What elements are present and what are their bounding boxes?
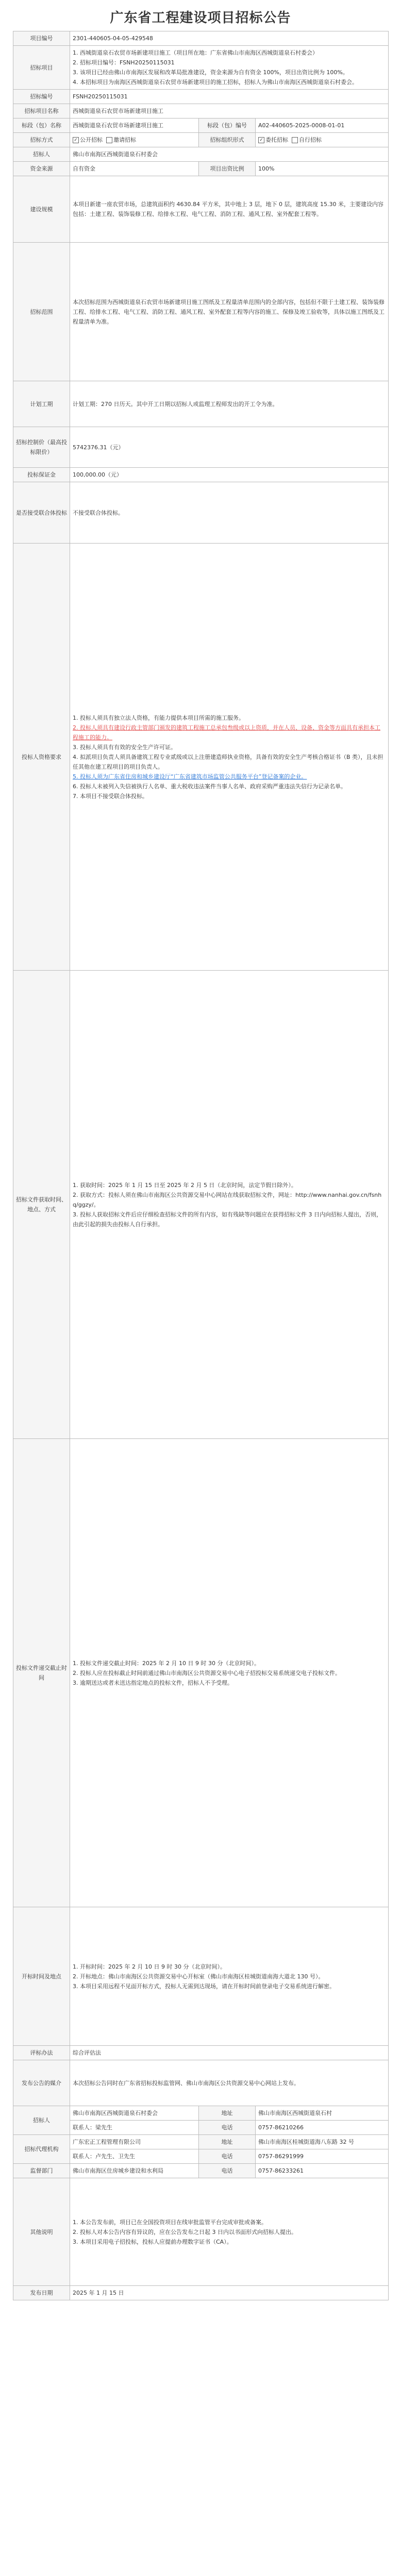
checked-box-icon: ✓	[258, 137, 264, 143]
doc-get-item: 2. 获取方式：投标人须在佛山市南海区公共资源交易中心网站在线获取招标文件，网址：http://www.nanhai.gov.cn/fsnhq/ggzy/。	[73, 1191, 382, 1208]
owner-value: 佛山市南海区西城街道泉石村委会	[70, 147, 389, 162]
section-name-value: 西城街道泉石农贸市场新建项目施工	[70, 118, 199, 133]
tender-type-option: 委托招标	[265, 137, 288, 143]
open-item: 2. 开标地点：佛山市南海区公共资源交易中心开标室（佛山市南海区桂城街道南海大道北 130 号）。	[73, 1973, 324, 1980]
contact-owner-addr: 佛山市南海区西城街道泉石村	[256, 2106, 389, 2121]
section-name-label: 标段（包）名称	[13, 118, 70, 133]
ann-no-label: 招标编号	[13, 90, 70, 104]
media-label: 发布公告的媒介	[13, 2060, 70, 2106]
person-value: 卢先生、卫先生	[95, 2153, 135, 2160]
supervise-label: 监督部门	[13, 2164, 70, 2178]
doc-get-value	[70, 971, 389, 1439]
supervise-tel: 0757-86233261	[256, 2164, 389, 2178]
bid-req-item: 3. 逾期送达或者未送达指定地点的投标文件，招标人不予受理。	[73, 1679, 233, 1686]
bid-name-value: 西城街道泉石农贸市场新建项目施工	[70, 104, 389, 118]
funds-value: 自有资金	[70, 162, 199, 176]
doc-get-item: 3. 投标人获取招标文件后应仔细检查招标文件的所有内容，如有残缺等问题应在获得招标文件 3 日内向招标人提出，否则，由此引起的损失由投标人自行承担。	[73, 1211, 382, 1228]
tender-type-option: 自行招标	[299, 137, 322, 143]
bid-method-value	[70, 133, 199, 147]
bid-req-item: 1. 投标文件递交截止时间：2025 年 2 月 10 日 9 时 30 分（北京时间）。	[73, 1659, 260, 1667]
bid-method-option: 公开招标	[80, 137, 103, 143]
bid-req-value	[70, 1439, 389, 1907]
person-value: 梁先生	[95, 2124, 112, 2131]
qualification-label: 投标人资格要求	[13, 544, 70, 971]
qualification-item: 1. 投标人须具有独立法人资格，有能力提供本项目所需的施工服务。	[73, 714, 244, 721]
issue-date-value: 2025 年 1 月 15 日	[70, 2286, 389, 2300]
bid-method-option: 邀请招标	[113, 137, 136, 143]
project-name-line: 1. 西城街道泉石农贸市场新建项目施工（项目所在地：广东省佛山市南海区西城街道泉石村委会）	[73, 49, 318, 56]
guarantee-value: 100,000.00（元）	[70, 468, 389, 482]
scope-label: 招标范围	[13, 243, 70, 381]
open-label: 开标时间及地点	[13, 1907, 70, 2046]
eval-label: 评标办法	[13, 2046, 70, 2060]
checked-box-icon: ✓	[73, 137, 79, 143]
project-name-line: 2. 招标项目编号：FSNH20250115031	[73, 59, 175, 66]
qualification-item: 6. 投标人未被列入失信被执行人名单、重大税收违法案件当事人名单、政府采购严重违法失信行为记录名单。	[73, 783, 346, 790]
bid-req-item: 2. 投标人应在投标截止时间前通过佛山市南海区公共资源交易中心电子招投标交易系统递交电子投标文件。	[73, 1669, 341, 1676]
contact-owner-person: 联系人：梁先生	[70, 2121, 199, 2135]
funds-ratio-value: 100%	[256, 162, 389, 176]
person-label: 联系人	[73, 2153, 90, 2160]
media-value: 本次招标公告同时在广东省招标投标监管网、佛山市南海区公共资源交易中心网站上发布。	[70, 2060, 389, 2106]
funds-label: 资金来源	[13, 162, 70, 176]
owner-label: 招标人	[13, 147, 70, 162]
other-label: 其他说明	[13, 2178, 70, 2286]
qualification-item: 7. 本项目不接受联合体投标。	[73, 792, 148, 800]
supervise-name: 佛山市南海区住房城乡建设和水利局	[70, 2164, 199, 2178]
project-name-label: 招标项目	[13, 46, 70, 90]
project-code-label: 项目编号	[13, 31, 70, 46]
doc-get-item: 1. 获取时间：2025 年 1 月 15 日至 2025 年 2 月 5 日（北京时间，法定节假日除外）。	[73, 1181, 297, 1189]
other-item: 1. 本公告发布前，项目已在全国投资项目在线审批监管平台完成审批或备案。	[73, 2218, 267, 2226]
other-item: 2. 投标人对本公告内容有异议的，应在公告发布之日起 3 日内以书面形式向招标人提出。	[73, 2228, 297, 2235]
other-value	[70, 2178, 389, 2286]
project-name-line: 4. 本招标项目为南海区西城街道泉石农贸市场新建项目的施工招标，招标人为佛山市南海区西城街道泉石村委会。	[73, 79, 358, 86]
unchecked-box-icon	[292, 137, 298, 143]
contact-owner-addr-label: 地址	[199, 2106, 256, 2121]
doc-get-label: 招标文件获取时间、地点、方式	[13, 971, 70, 1439]
qualification-item: 3. 投标人须具有有效的安全生产许可证。	[73, 743, 176, 751]
contact-agent-addr: 佛山市南海区桂城街道海八东路 32 号	[256, 2135, 389, 2149]
eval-value: 综合评估法	[70, 2046, 389, 2060]
section-code-label: 标段（包）编号	[199, 118, 256, 133]
qualification-item[interactable]: 5. 投标人须为广东省住房和城乡建设厅“广东省建筑市场监管公共服务平台”登记备案的企业。	[73, 773, 307, 780]
funds-ratio-label: 项目出资比例	[199, 162, 256, 176]
project-code-value: 2301-440605-04-05-429548	[70, 31, 389, 46]
open-item: 1. 开标时间：2025 年 2 月 10 日 9 时 30 分（北京时间）。	[73, 1963, 226, 1970]
contact-owner-tel-label: 电话	[199, 2121, 256, 2135]
union-label: 是否接受联合体投标	[13, 482, 70, 544]
page-title: 广东省工程建设项目招标公告	[110, 10, 291, 26]
guarantee-label: 投标保证金	[13, 468, 70, 482]
open-item: 3. 本项目采用远程不见面开标方式，投标人无需到达现场，请在开标时间前登录电子交易系统进行解密。	[73, 1982, 335, 1990]
bid-name-label: 招标项目名称	[13, 104, 70, 118]
person-label: 联系人	[73, 2124, 90, 2131]
qualification-item: 2. 投标人须具有建设行政主管部门颁发的建筑工程施工总承包叁级或以上资质，并在人员、设备、资金等方面具有承担本工程施工的能力。	[73, 724, 380, 741]
contact-agent-name: 广东宏正工程管理有限公司	[70, 2135, 199, 2149]
open-value	[70, 1907, 389, 2046]
contact-agent-tel: 0757-86291999	[256, 2149, 389, 2164]
union-value: 不接受联合体投标。	[70, 482, 389, 544]
qualification-item: 4. 拟派项目负责人须具备建筑工程专业贰级或以上注册建造师执业资格，具备有效的安全生产考核合格证书（B 类），且未担任其他在建工程项目的项目负责人。	[73, 753, 383, 770]
project-name-line: 3. 该项目已经由佛山市南海区发展和改革局批准建设，资金来源为自有资金 100%，项目出资比例为 100%。	[73, 69, 348, 76]
scale-label: 建设规模	[13, 176, 70, 243]
qualification-value	[70, 544, 389, 971]
bid-method-label: 招标方式	[13, 133, 70, 147]
price-label: 招标控制价（最高投标限价）	[13, 427, 70, 468]
contact-agent-addr-label: 地址	[199, 2135, 256, 2149]
contact-owner-label: 招标人	[13, 2106, 70, 2135]
other-item: 3. 本项目采用电子招投标，投标人应提前办理数字证书（CA）。	[73, 2238, 232, 2245]
issue-date-label: 发布日期	[13, 2286, 70, 2300]
bid-req-label: 投标文件递交截止时间	[13, 1439, 70, 1907]
supervise-tel-label: 电话	[199, 2164, 256, 2178]
duration-label: 计划工期	[13, 381, 70, 427]
price-value: 5742376.31（元）	[70, 427, 389, 468]
tender-type-label: 招标组织形式	[199, 133, 256, 147]
contact-owner-name: 佛山市南海区西城街道泉石村委会	[70, 2106, 199, 2121]
unchecked-box-icon	[106, 137, 112, 143]
contact-owner-tel: 0757-86210266	[256, 2121, 389, 2135]
scope-value: 本次招标范围为西城街道泉石农贸市场新建项目施工图纸及工程量清单范围内的全部内容，包括但不限于土建工程、装饰装修工程、给排水工程、电气工程、消防工程、通风工程、室外配套工程等内容的施工、保修及竣工验收等，具体以施工图纸及工程量清单为准。	[70, 243, 389, 381]
tender-type-value	[256, 133, 389, 147]
section-code-value: A02-440605-2025-0008-01-01	[256, 118, 389, 133]
duration-value: 计划工期：270 日历天。其中开工日期以招标人或监理工程师发出的开工令为准。	[70, 381, 389, 427]
contact-agent-label: 招标代理机构	[13, 2135, 70, 2164]
contact-agent-tel-label: 电话	[199, 2149, 256, 2164]
announcement-table	[13, 31, 389, 2300]
project-name-value	[70, 46, 389, 90]
scale-value: 本项目新建一座农贸市场，总建筑面积约 4630.84 平方米，其中地上 3 层，地下 0 层，建筑高度 15.30 米，主要建设内容包括：土建工程、装饰装修工程、给排水工程、电气工程、消防工程、通风工程、室外配套工程等。	[70, 176, 389, 243]
contact-agent-person: 联系人：卢先生、卫先生	[70, 2149, 199, 2164]
ann-no-value: FSNH20250115031	[70, 90, 389, 104]
